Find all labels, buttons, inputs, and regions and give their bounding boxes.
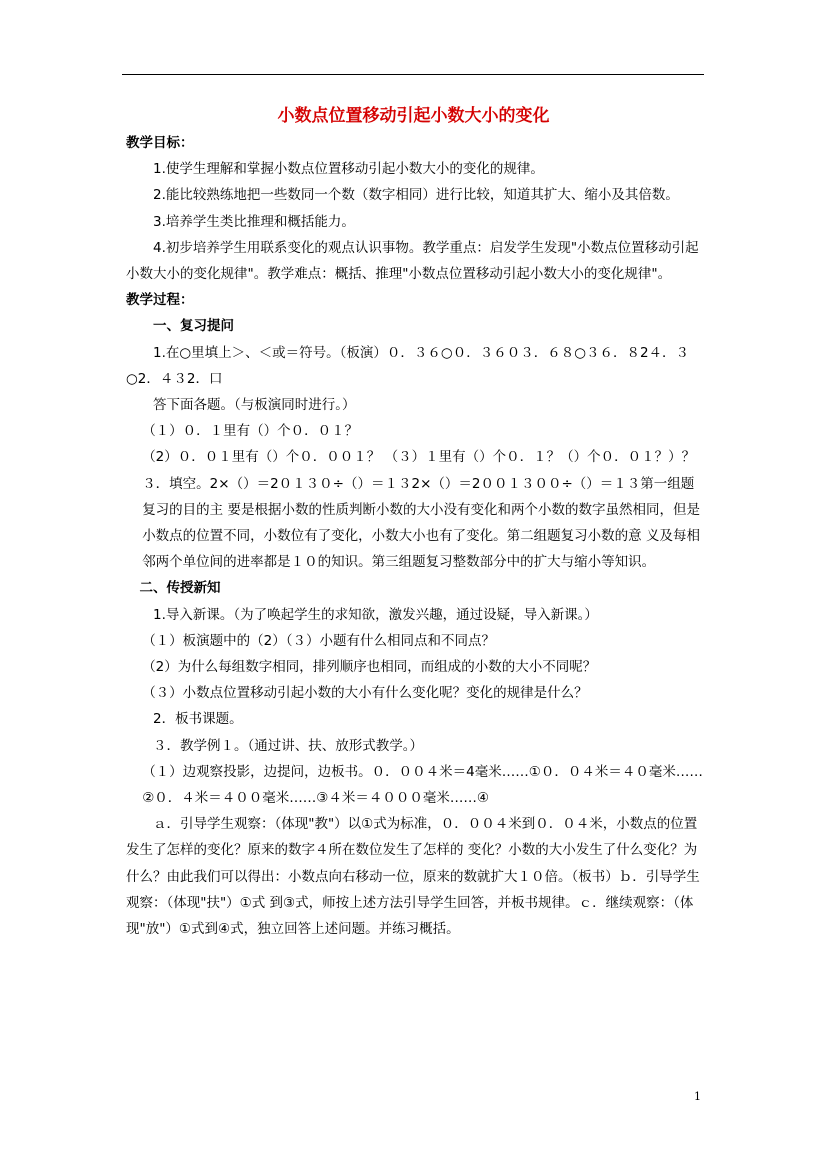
paragraph: 1.在○里填上＞、＜或＝符号。（板演）０．３６○０．３６０３．６８○３６．８2４．３○2．４３2．口: [126, 344, 690, 387]
header-rule: [122, 74, 704, 75]
page-number: 1: [694, 1090, 701, 1103]
document-body: [126, 130, 704, 942]
document-title: 小数点位置移动引起小数大小的变化: [277, 106, 550, 126]
paragraph: 2．板书课题。: [153, 711, 243, 728]
section-heading: 教学目标：: [126, 135, 194, 151]
paragraph: （１）０．１里有（）个０．０１？: [142, 423, 359, 440]
paragraph: 1.使学生理解和掌握小数点位置移动引起小数大小的变化的规律。: [153, 161, 544, 178]
section-heading: 二、传授新知: [139, 580, 221, 597]
paragraph: 答下面各题。（与板演同时进行。）: [153, 397, 356, 414]
section-heading: 一、复习提问: [153, 318, 234, 335]
paragraph: （３）小数点位置移动引起小数的大小有什么变化呢？变化的规律是什么？: [142, 685, 588, 702]
paragraph: 4.初步培养学生用联系变化的观点认识事物。教学重点：启发学生发现"小数点位置移动引起小数大小的变化规律"。教学难点：概括、推理"小数点位置移动引起小数大小的变化规律"。: [126, 239, 699, 283]
paragraph: （１）板演题中的（2）（３）小题有什么相同点和不同点？: [142, 632, 496, 649]
paragraph: ａ．引导学生观察：（体现"教"）以①式为标准，０．００４米到０．０４米，小数点的位置发生了怎样的变化？原来的数字４所在数位发生了怎样的 变化？小数的大小发生了什么变化？为什么？由此我们可以得出：小数点向右移动一位，原来的数就扩大１０倍。（板书）ｂ．引导学生观察：（体现"扶"）①式 到③式，师按上述方法引导学生回答，并板书规律。ｃ．继续观察：（体现"放"）①式到④式，独立回答上述问题。并练习概括。: [126, 816, 700, 938]
paragraph: （１）边观察投影，边提问，边板书。０．００４米＝4毫米……①０．０４米＝４０毫米……②０．４米＝４００毫米……③４米＝４０００毫米……④: [142, 763, 703, 807]
paragraph: （2）为什么每组数字相同，排列顺序也相同，而组成的小数的大小不同呢？: [142, 659, 597, 676]
paragraph: 3.培养学生类比推理和概括能力。: [153, 213, 355, 230]
paragraph: 1.导入新课。（为了唤起学生的求知欲，激发兴趣，通过设疑，导入新课。）: [153, 606, 598, 623]
paragraph: （2）０．０１里有（）个０．００１？ （３）１里有（）个０．１？（）个０．０１？）？３．填空。2×（）＝2０１３０÷（）＝１３2×（）＝2００１３００÷（）＝１３第一组题复习的目的主 要是根据小数的性质判断小数的大小没有变化和两个小数的数字虽然相同，但是小数点的位置不同，小数位有了变化，小数大小也有了变化。第二组题复习小数的意 义及每相邻两个单位间的进率都是１０的知识。第三组题复习整数部分中的扩大与缩小等知识。: [142, 449, 700, 571]
paragraph: 2.能比较熟练地把一些数同一个数（数字相同）进行比较，知道其扩大、缩小及其倍数。: [153, 187, 679, 204]
paragraph: ３．教学例１。（通过讲、扶、放形式教学。）: [153, 737, 423, 754]
section-heading: 教学过程：: [126, 292, 194, 309]
